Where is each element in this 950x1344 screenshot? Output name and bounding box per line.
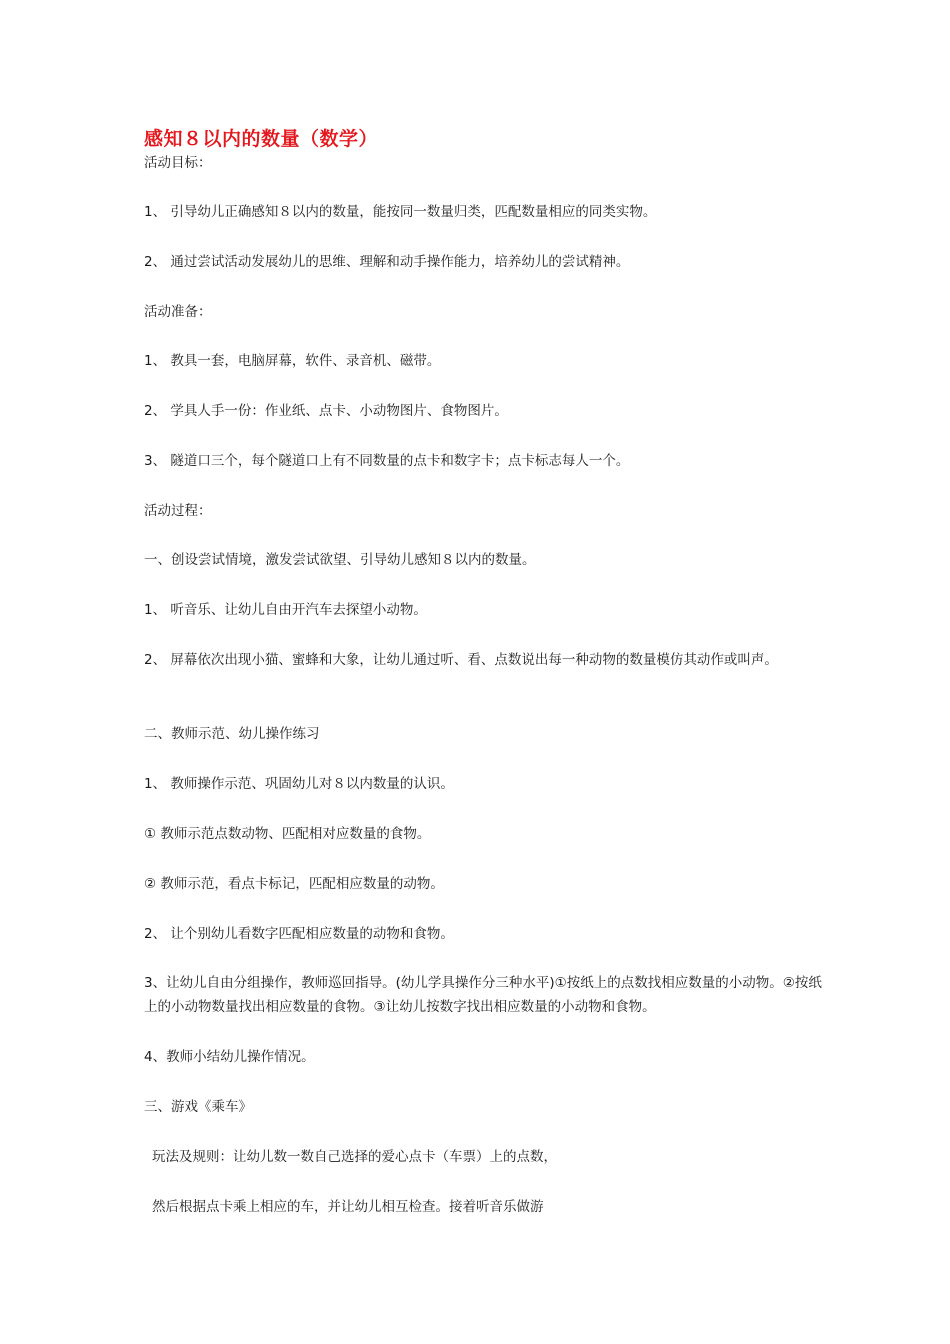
preparation-item-2: 2、 学具人手一份：作业纸、点卡、小动物图片、食物图片。	[144, 403, 508, 419]
goal-item-2: 2、 通过尝试活动发展幼儿的思维、理解和动手操作能力，培养幼儿的尝试精神。	[144, 254, 630, 270]
process-step-2-item-2: 2、 让个别幼儿看数字匹配相应数量的动物和食物。	[144, 926, 454, 942]
section-heading-preparation: 活动准备：	[144, 304, 212, 320]
process-step-2-subitem-1: ① 教师示范点数动物、匹配相对应数量的食物。	[144, 826, 431, 842]
process-step-3-heading: 三、游戏《乘车》	[144, 1099, 252, 1115]
preparation-item-1: 1、 教具一套，电脑屏幕，软件、录音机、磁带。	[144, 353, 441, 369]
process-step-2-item-3: 3、让幼儿自由分组操作，教师巡回指导。(幼儿学具操作分三种水平)①按纸上的点数找相应数量的小动物。②按纸上的小动物数量找出相应数量的食物。③让幼儿按数字找出相应数量的小动物和食物。	[144, 975, 822, 1015]
process-step-1-heading: 一、创设尝试情境，激发尝试欲望、引导幼儿感知８以内的数量。	[144, 552, 536, 568]
process-step-1-item-2: 2、 屏幕依次出现小猫、蜜蜂和大象，让幼儿通过听、看、点数说出每一种动物的数量模仿其动作或叫声。	[144, 652, 778, 668]
process-step-2-heading: 二、教师示范、幼儿操作练习	[144, 726, 320, 742]
game-rules-line-2: 然后根据点卡乘上相应的车，并让幼儿相互检查。接着听音乐做游	[152, 1199, 544, 1215]
document-title: 感知８以内的数量（数学）	[144, 128, 379, 150]
section-heading-goals: 活动目标：	[144, 155, 212, 171]
process-step-2-item-4: 4、教师小结幼儿操作情况。	[144, 1049, 315, 1065]
process-step-2-item-1: 1、 教师操作示范、巩固幼儿对８以内数量的认识。	[144, 776, 454, 792]
preparation-item-3: 3、 隧道口三个，每个隧道口上有不同数量的点卡和数字卡；点卡标志每人一个。	[144, 453, 630, 469]
goal-item-1: 1、 引导幼儿正确感知８以内的数量，能按同一数量归类，匹配数量相应的同类实物。	[144, 204, 657, 220]
game-rules-line-1: 玩法及规则：让幼儿数一数自己选择的爱心点卡（车票）上的点数，	[152, 1149, 557, 1165]
section-heading-process: 活动过程：	[144, 503, 212, 519]
process-step-2-subitem-2: ② 教师示范，看点卡标记，匹配相应数量的动物。	[144, 876, 444, 892]
process-step-1-item-1: 1、 听音乐、让幼儿自由开汽车去探望小动物。	[144, 602, 427, 618]
